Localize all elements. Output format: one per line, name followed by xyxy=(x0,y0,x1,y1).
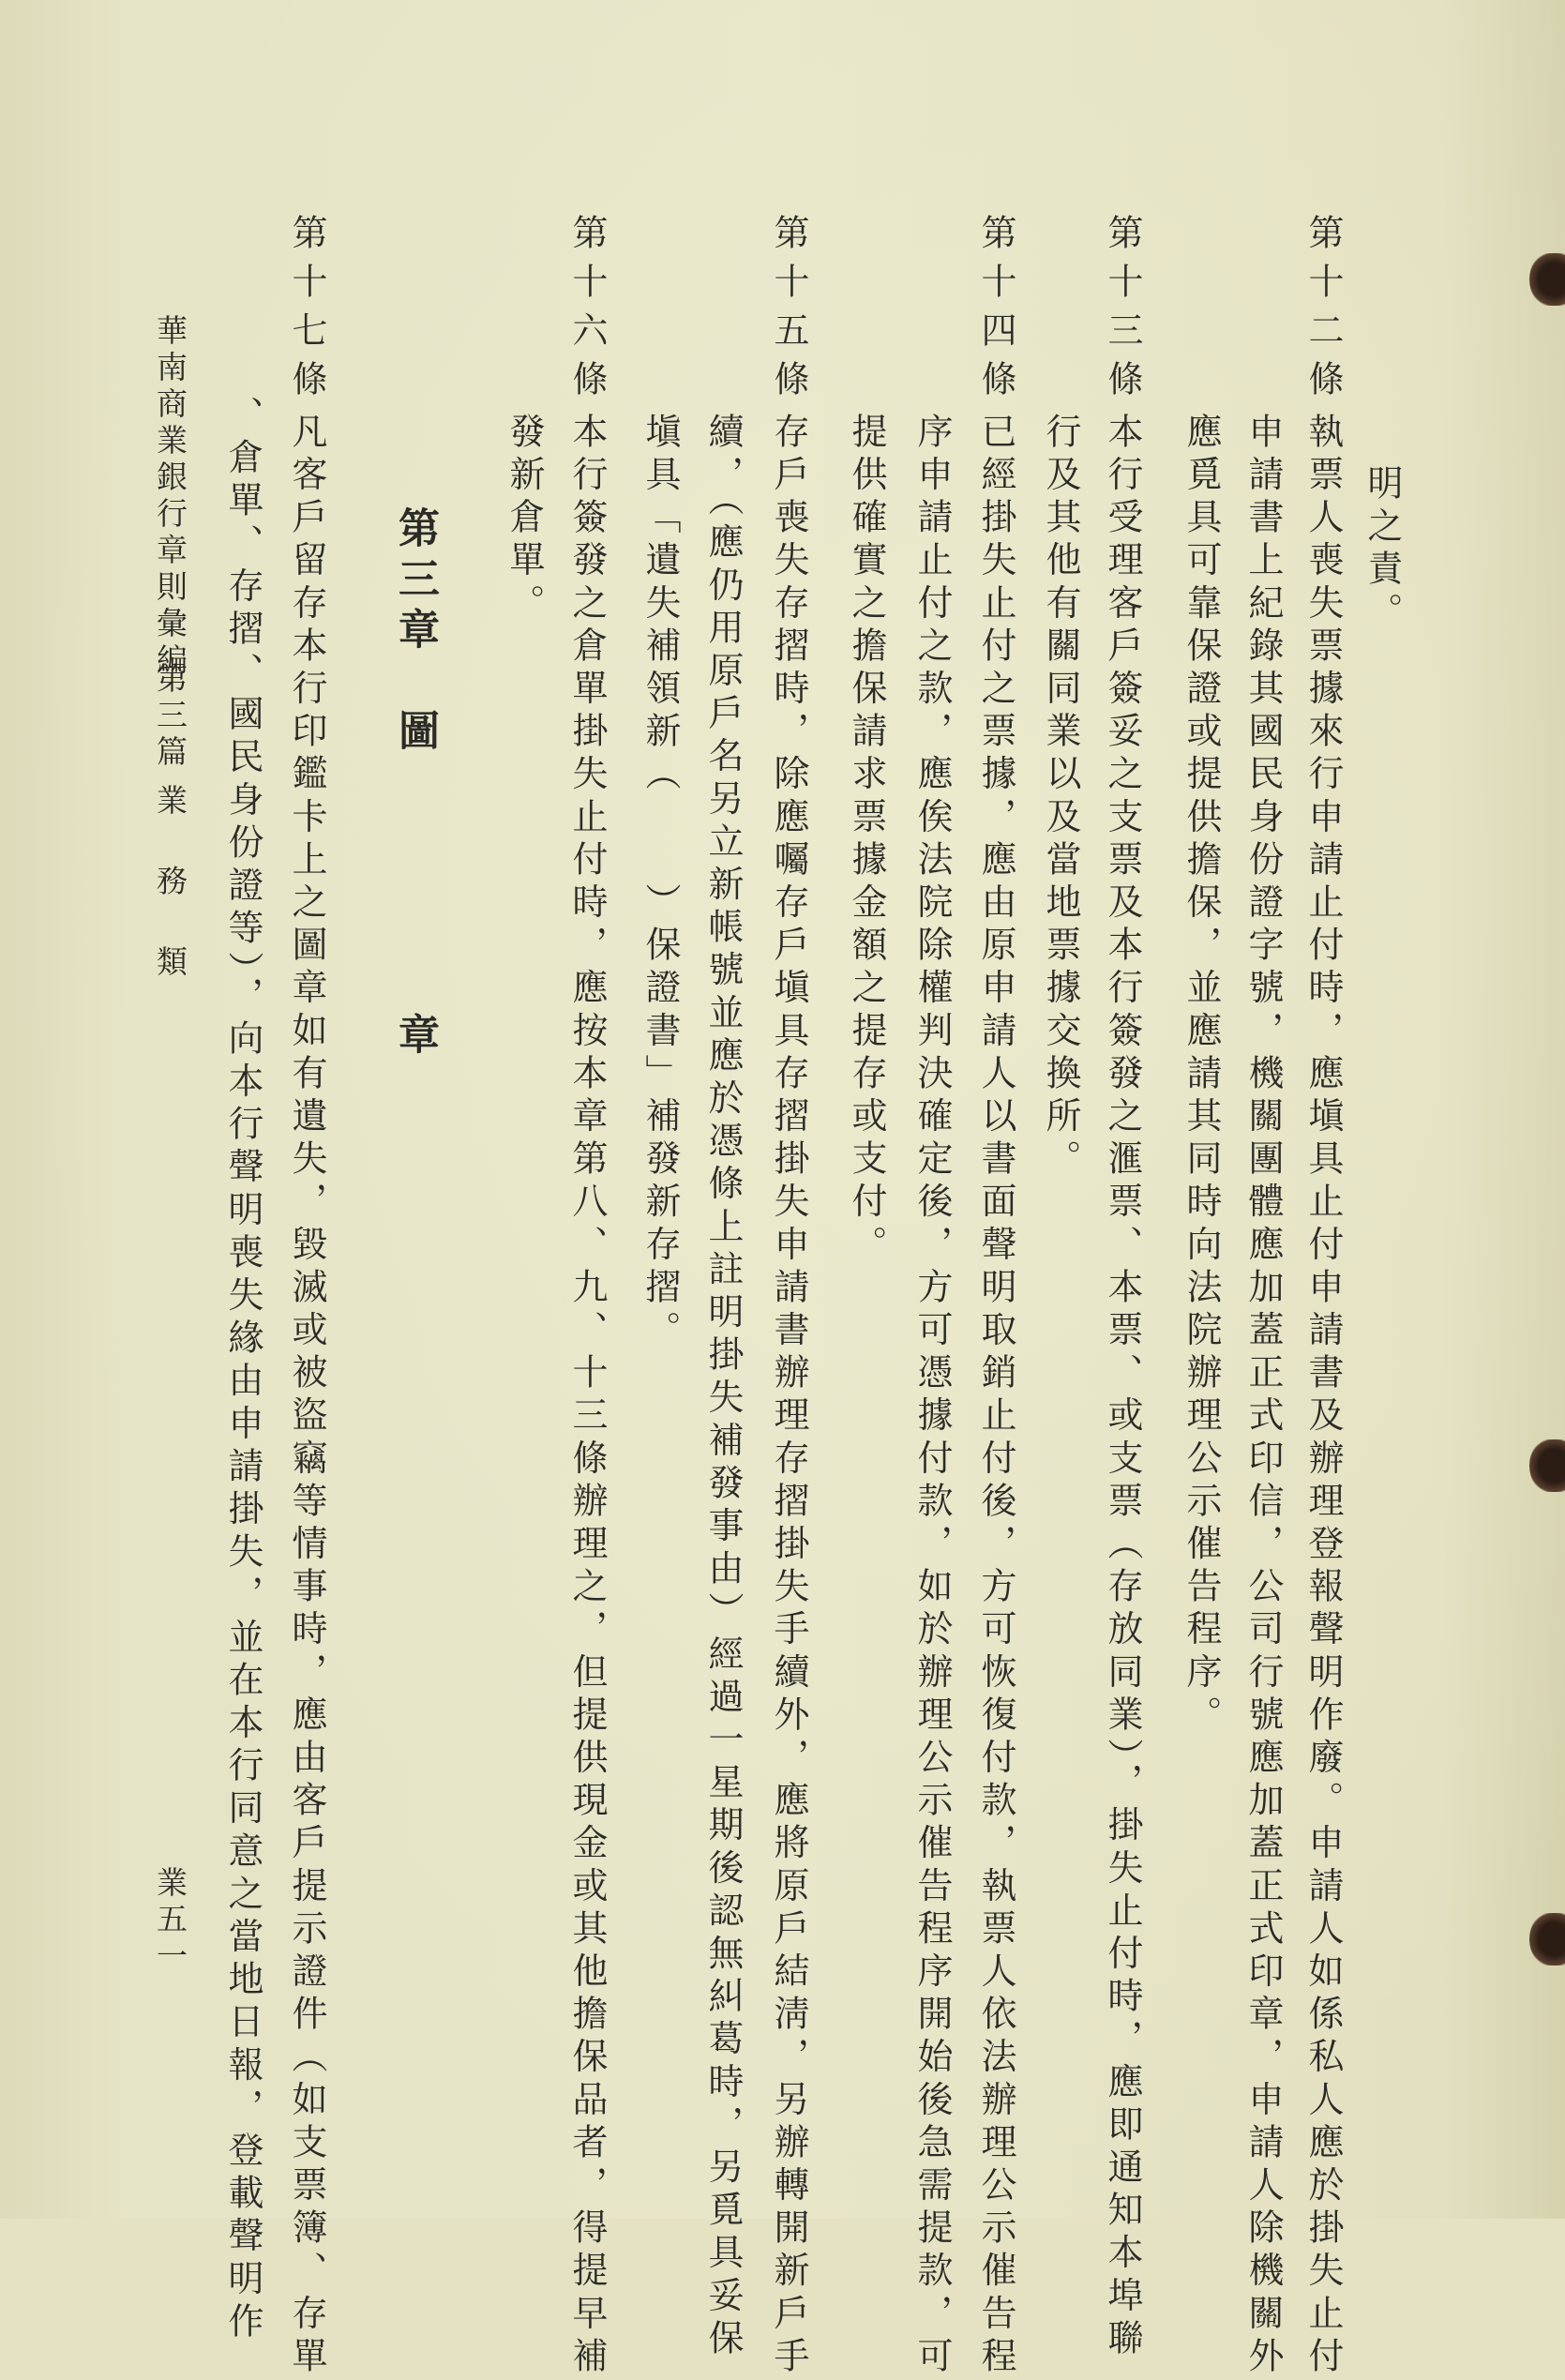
column-text: 凡客戶留存本行印鑑卡上之圖章如有遺失，毀滅或被盜竊等情事時，應由客戶提示證件（如支票簿、存單 xyxy=(286,413,327,2380)
binding-hole xyxy=(1529,1913,1565,1966)
article-label-text: 第十七條 xyxy=(286,214,327,409)
category-char-text: 務 xyxy=(152,865,188,901)
category-char-text: 類 xyxy=(152,945,188,982)
column-text: 執票人喪失票據來行申請止付時，應塡具止付申請書及辦理登報聲明作廢。申請人如係私人應於掛失止付 xyxy=(1302,413,1344,2380)
article-label xyxy=(768,214,809,409)
book-title xyxy=(152,314,188,680)
section-label-text: 第三篇 xyxy=(152,662,188,772)
text-column xyxy=(1040,413,1081,1182)
text-column xyxy=(504,413,545,626)
category-char-text: 業 xyxy=(152,784,188,821)
text-column xyxy=(768,413,809,2380)
text-column xyxy=(911,413,953,2380)
article-label-text: 第十五條 xyxy=(768,214,809,409)
text-column xyxy=(1362,464,1403,636)
text-column xyxy=(1181,413,1222,1739)
column-text: 本行簽發之倉單掛失止付時，應按本章第八、九、十三條辦理之，但提供現金或其他擔保品者，得提早補 xyxy=(566,413,608,2380)
article-label-text: 第十四條 xyxy=(975,214,1016,409)
category-char xyxy=(152,865,188,901)
book-title-text: 華南商業銀行章則彙編 xyxy=(152,314,188,680)
column-text: 塡具「遺失補領新（ ）保證書」補發新存摺。 xyxy=(640,413,681,1354)
column-text: 明之責。 xyxy=(1362,464,1403,636)
article-label xyxy=(975,214,1016,409)
column-text: 行及其他有關同業以及當地票據交換所。 xyxy=(1040,413,1081,1182)
article-label-text: 第十三條 xyxy=(1102,214,1143,409)
article-label xyxy=(1102,214,1143,409)
page-number xyxy=(152,1866,188,1976)
text-column xyxy=(975,413,1016,2380)
chapter-heading xyxy=(391,506,439,1063)
section-label xyxy=(152,662,188,772)
category-char xyxy=(152,945,188,982)
column-text: 已經掛失止付之票據，應由原申請人以書面聲明取銷止付後，方可恢復付款，執票人依法辦理公示催告程 xyxy=(975,413,1016,2380)
category-char xyxy=(152,784,188,821)
column-text: 提供確實之擔保請求票據金額之提存或支付。 xyxy=(846,413,887,1268)
text-column xyxy=(286,413,327,2380)
article-label-text: 第十六條 xyxy=(566,214,608,409)
text-column xyxy=(1102,413,1143,2362)
column-text: 續，（應仍用原戶名另立新帳號並應於憑條上註明掛失補發事由）經過一星期後認無糾葛時，另覓具妥保 xyxy=(702,413,744,2362)
text-column xyxy=(1242,413,1284,2380)
text-column xyxy=(222,396,263,2345)
text-column xyxy=(640,413,681,1354)
column-text: 序申請止付之款，應俟法院除權判決確定後，方可憑據付款，如於辦理公示催告程序開始後急需提款，可 xyxy=(911,413,953,2380)
binding-hole xyxy=(1529,1439,1565,1492)
article-label-text: 第十二條 xyxy=(1302,214,1344,409)
chapter-heading-text: 第三章 圖 章 xyxy=(391,506,439,1063)
page-number-text: 業五一 xyxy=(152,1866,188,1976)
column-text: 、倉單、存摺、國民身份證等），向本行聲明喪失緣由申請掛失，並在本行同意之當地日報，登載聲明作 xyxy=(222,396,263,2345)
article-label xyxy=(286,214,327,409)
text-column xyxy=(846,413,887,1268)
text-column xyxy=(1302,413,1344,2380)
column-text: 申請書上紀錄其國民身份證字號，機關團體應加蓋正式印信，公司行號應加蓋正式印章，申請人除機關外 xyxy=(1242,413,1284,2380)
text-column xyxy=(702,413,744,2362)
column-text: 存戶喪失存摺時，除應囑存戶塡具存摺掛失申請書辦理存摺掛失手續外，應將原戶結淸，另辦轉開新戶手 xyxy=(768,413,809,2380)
column-text: 本行受理客戶簽妥之支票及本行簽發之滙票、本票、或支票（存放同業），掛失止付時，應即通知本埠聯 xyxy=(1102,413,1143,2362)
article-label xyxy=(1302,214,1344,409)
column-text: 發新倉單。 xyxy=(504,413,545,626)
text-column xyxy=(566,413,608,2380)
article-label xyxy=(566,214,608,409)
column-text: 應覓具可靠保證或提供擔保，並應請其同時向法院辦理公示催告程序。 xyxy=(1181,413,1222,1739)
binding-hole xyxy=(1529,253,1565,306)
